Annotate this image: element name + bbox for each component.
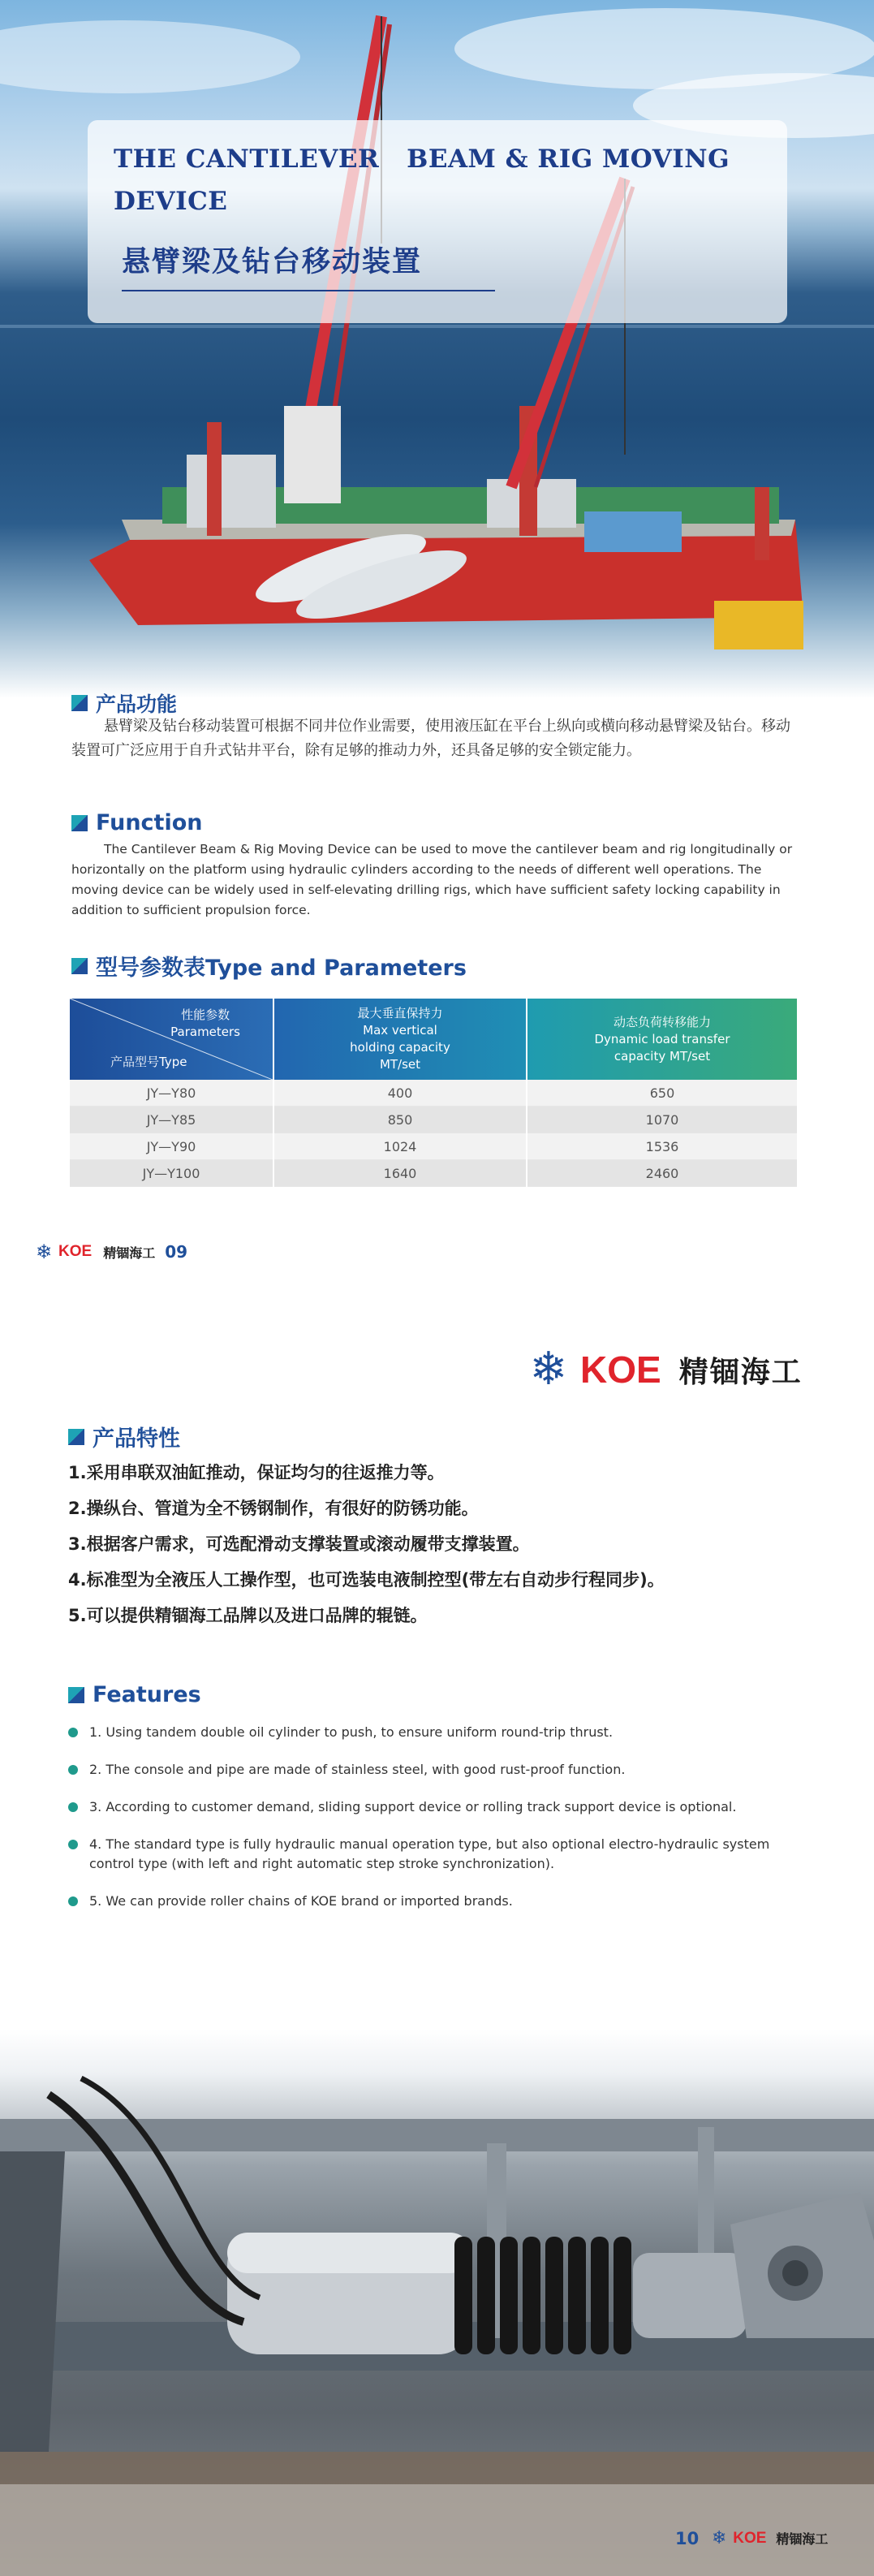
page-number: 09 [165,1242,188,1262]
feature-text: 4. The standard type is fully hydraulic manual operation type, but also optional electro-hydraulic system control type (with left and right automatic step stroke synchronization). [89,1836,770,1871]
cell-type: JY—Y100 [70,1160,273,1187]
section-title: 型号参数表Type and Parameters [96,956,467,981]
col1-en: Max vertical holding capacity MT/set [350,1023,450,1072]
cell-dyn: 650 [527,1080,797,1107]
col2-en: Dynamic load transfer capacity MT/set [594,1031,730,1064]
section-marker-icon [71,958,88,974]
corner-bottom-label: 产品型号Type [110,1055,187,1069]
koe-logo [523,1344,803,1395]
bullet-icon [68,1765,78,1775]
bullet-icon [68,1728,78,1737]
hero-title-english: THE CANTILEVER BEAM & RIG MOVING DEVICE [114,145,730,216]
koe-logo-text: KOE [580,1348,661,1391]
hero-title-chinese: 悬臂梁及钻台移动装置 [122,246,423,278]
koe-logo-icon: ❄ [712,2528,727,2548]
bullet-icon [68,1802,78,1812]
function-text: The Cantilever Beam & Rig Moving Device can be used to move the cantilever beam and rig longitudinally or horizontally on the platform using hydraulic cylinders according to the needs of different well operations. The moving device can be widely used in self-elevating drilling rigs, which have sufficient safety locking capability in addition to sufficient propulsion force. [71,842,793,917]
hero-photo [0,0,874,698]
cell-max: 1024 [273,1133,527,1160]
koe-logo-icon: ❄ [35,1241,53,1263]
corner-top-en: Parameters [170,1025,240,1039]
feature-text: 3. According to customer demand, sliding support device or rolling track support device is optional. [89,1799,737,1814]
brand-name-cn: 精锢海工 [776,2531,829,2547]
table-row [70,1160,797,1187]
section-params-header [71,950,467,982]
footer-right [675,2528,828,2548]
bullet-icon [68,1840,78,1849]
section-function-header [71,810,202,835]
cell-dyn: 2460 [527,1160,797,1187]
section-features-header [68,1682,201,1707]
features-list [68,1723,782,1911]
feature-text: 5. We can provide roller chains of KOE brand or imported brands. [89,1893,513,1909]
section-marker-icon [68,1687,84,1703]
product-features-list [68,1455,815,1633]
list-item [68,1797,782,1817]
section-product-function-header [71,688,177,718]
section-product-features-header [68,1421,180,1452]
cell-max: 850 [273,1107,527,1133]
page-number: 10 [675,2528,700,2548]
column-header-max-holding [273,999,527,1080]
list-item [68,1760,782,1780]
cell-type: JY—Y80 [70,1080,273,1107]
list-item: 4.标准型为全液压人工操作型，也可选装电液制控型(带左右自动步行程同步)。 [68,1570,665,1590]
cell-dyn: 1536 [527,1133,797,1160]
list-item: 2.操纵台、管道为全不锈钢制作，有很好的防锈功能。 [68,1499,479,1518]
koe-logo-text: KOE [58,1243,93,1260]
cell-dyn: 1070 [527,1107,797,1133]
cell-type: JY—Y90 [70,1133,273,1160]
koe-logo-text: KOE [733,2529,767,2547]
col2-cn: 动态负荷转移能力 [613,1014,711,1029]
bullet-icon [68,1896,78,1906]
feature-text: 2. The console and pipe are made of stainless steel, with good rust-proof function. [89,1762,626,1777]
col1-cn: 最大垂直保持力 [357,1006,443,1020]
table-corner-header [70,999,273,1080]
section-marker-icon [68,1429,84,1445]
cell-max: 1640 [273,1160,527,1187]
brand-name-cn: 精锢海工 [678,1355,803,1389]
section-title: Features [93,1682,201,1707]
section-marker-icon [71,815,88,831]
list-item: 5.可以提供精锢海工品牌以及进口品牌的辊链。 [68,1606,428,1625]
koe-logo-icon: ❄ [529,1343,568,1396]
brand-name-cn: 精锢海工 [103,1245,156,1261]
column-header-dynamic-load [527,999,797,1080]
table-row [70,1133,797,1160]
section-title: 产品功能 [96,693,178,716]
cylinder-photo [0,2030,874,2576]
parameters-table [70,999,797,1187]
list-item [68,1723,782,1742]
list-item: 3.根据客户需求，可选配滑动支撑装置或滚动履带支撑装置。 [68,1534,530,1554]
list-item [68,1892,782,1911]
table-row [70,1080,797,1107]
cell-max: 400 [273,1080,527,1107]
title-underline [122,290,495,291]
footer-left [32,1241,187,1263]
table-row [70,1107,797,1133]
list-item: 1.采用串联双油缸推动，保证均匀的往返推力等。 [68,1463,445,1482]
product-function-text: 悬臂梁及钻台移动装置可根据不同井位作业需要，使用液压缸在平台上纵向或横向移动悬臂梁及钻台。移动装置可广泛应用于自升式钻井平台，除有足够的推动力外，还具备足够的安全锁定能力。 [71,718,790,759]
corner-top-cn: 性能参数 [181,1008,230,1022]
section-title: 产品特性 [93,1426,180,1452]
section-title: Function [96,810,203,835]
feature-text: 1. Using tandem double oil cylinder to push, to ensure uniform round-trip thrust. [89,1724,614,1740]
list-item [68,1835,782,1874]
section-marker-icon [71,695,88,711]
cell-type: JY—Y85 [70,1107,273,1133]
